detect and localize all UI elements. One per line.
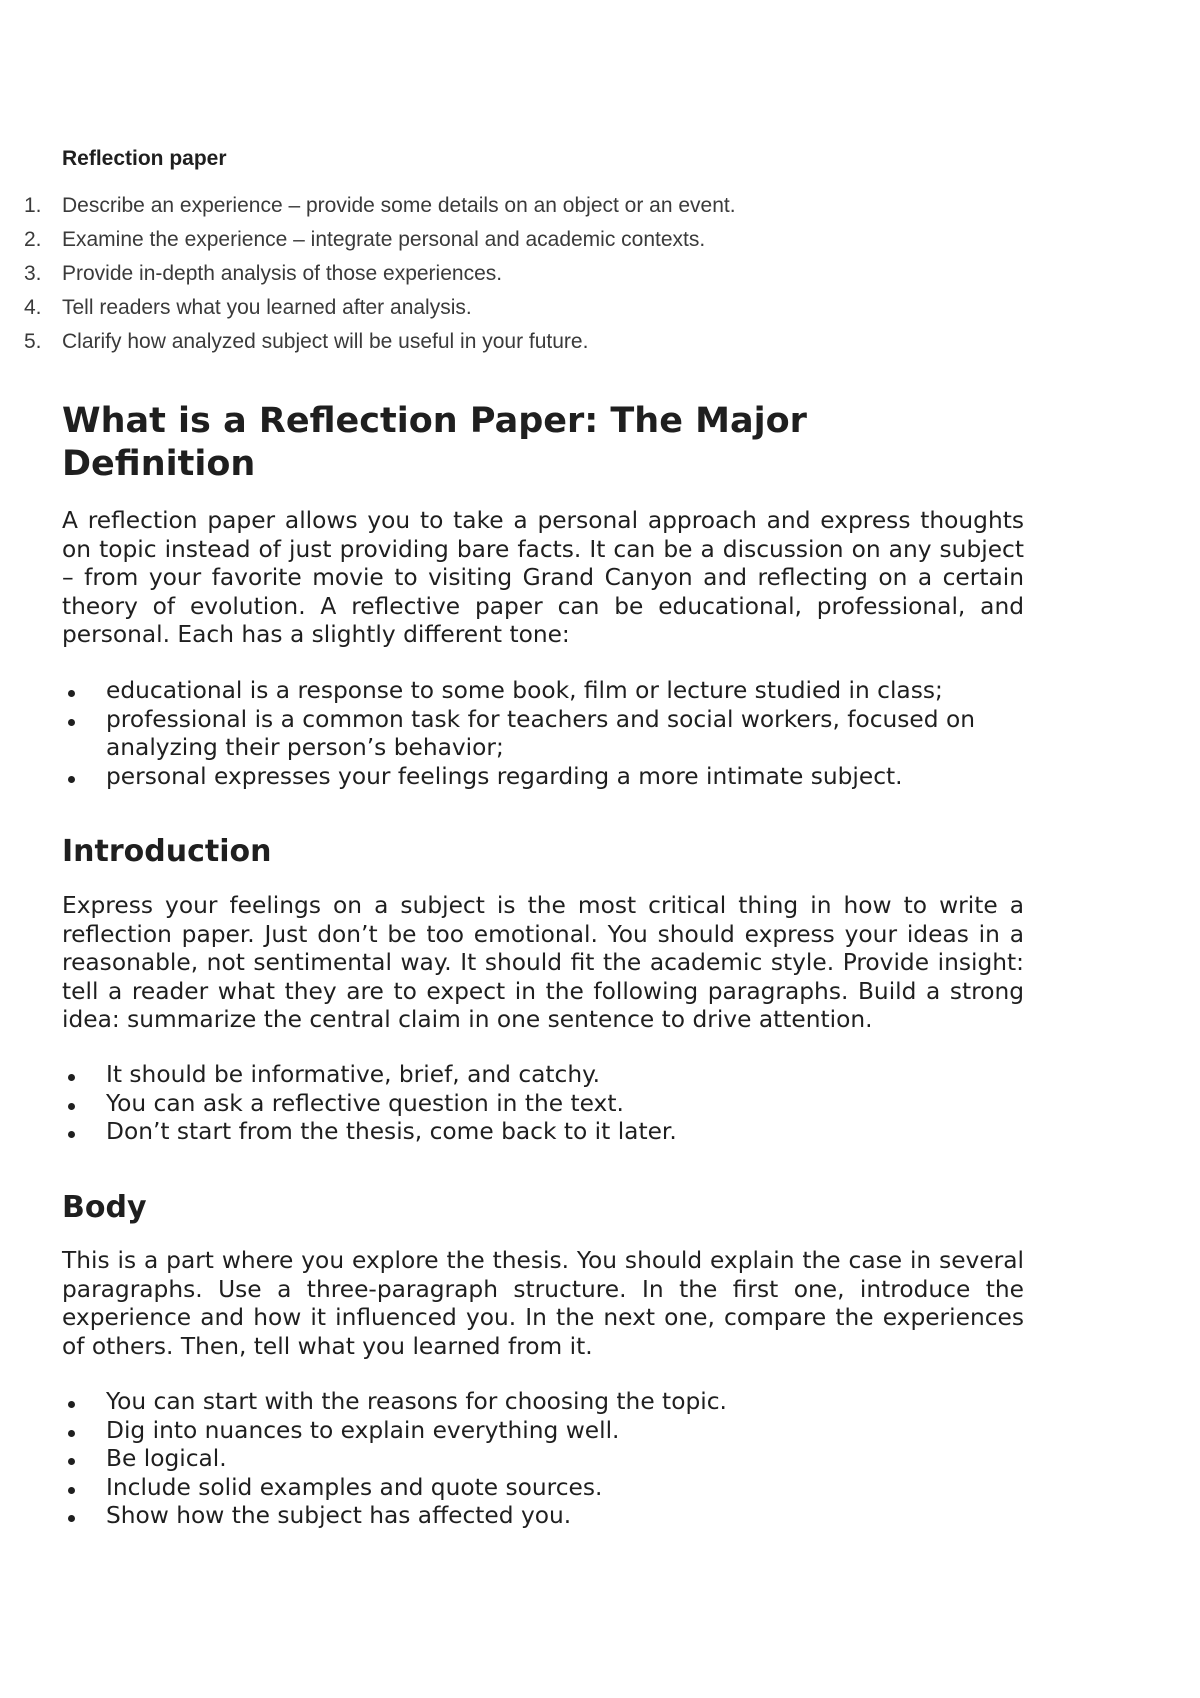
bullet-icon [68, 1074, 75, 1081]
bullet-icon [68, 1401, 75, 1408]
list-item [62, 1388, 1024, 1417]
list-number: 2. [24, 228, 42, 251]
bullet-icon [68, 1515, 75, 1522]
list-item-text: Be logical. [106, 1445, 227, 1472]
body-bullet-list [62, 1388, 1024, 1531]
list-item-text: Dig into nuances to explain everything well. [106, 1416, 620, 1444]
list-number: 1. [24, 194, 42, 217]
list-item-text: Show how the subject has affected you. [106, 1502, 572, 1529]
bullet-icon [68, 1487, 75, 1494]
list-item [62, 1118, 1024, 1147]
definition-bullet-list [62, 677, 1024, 791]
list-item-text: Provide in-depth analysis of those experiences. [62, 262, 503, 285]
intro-title: Reflection paper [62, 147, 227, 170]
list-item [62, 706, 1024, 763]
list-item [0, 291, 736, 325]
list-item [62, 677, 1024, 706]
list-item-text: educational is a response to some book, film or lecture studied in class; [106, 677, 943, 704]
list-item-text: It should be informative, brief, and catchy. [106, 1061, 600, 1088]
list-item-text: You can start with the reasons for choosing the topic. [106, 1388, 727, 1415]
bullet-icon [68, 690, 75, 697]
bullet-icon [68, 1430, 75, 1437]
list-number: 5. [24, 330, 42, 353]
list-item-text: Describe an experience – provide some details on an object or an event. [62, 194, 736, 217]
list-item [0, 257, 736, 291]
list-item-text: Don’t start from the thesis, come back to it later. [106, 1118, 677, 1145]
bullet-icon [68, 1103, 75, 1110]
bullet-icon [68, 1458, 75, 1465]
list-number: 3. [24, 262, 42, 285]
definition-paragraph: A reflection paper allows you to take a personal approach and express thoughts on topic instead of just providing bare facts. It can be a discussion on any subject – from your favorite movie to visiting Grand Canyon and reflecting on a certain theory of evolution. A reflective paper can be educational, professional, and personal. Each has a slightly different tone: [62, 507, 1024, 648]
list-item [62, 1502, 1024, 1531]
body-paragraph: This is a part where you explore the thesis. You should explain the case in several paragraphs. Use a three-paragraph structure. In the first one, introduce the experience and how it influenced you. In the next one, compare the experiences of others. Then, tell what you learned from it. [62, 1247, 1024, 1360]
list-item [62, 1417, 1024, 1446]
list-item [62, 1474, 1024, 1503]
list-item-text: Clarify how analyzed subject will be useful in your future. [62, 330, 589, 353]
list-item [0, 223, 736, 257]
list-item [62, 1445, 1024, 1474]
list-item-text: personal expresses your feelings regarding a more intimate subject. [106, 762, 903, 790]
body-heading: Body [62, 1190, 147, 1225]
list-item-text: Tell readers what you learned after analysis. [62, 296, 472, 319]
list-item [0, 189, 736, 223]
list-item-text: Include solid examples and quote sources. [106, 1473, 603, 1501]
bullet-icon [68, 776, 75, 783]
introduction-bullet-list [62, 1061, 1024, 1147]
introduction-paragraph: Express your feelings on a subject is the most critical thing in how to write a reflection paper. Just don’t be too emotional. You should express your ideas in a reasonable, not sentimental way. It should fit the academic style. Provide insight: tell a reader what they are to expect in the following paragraphs. Build a strong idea: summarize the central claim in one sentence to drive attention. [62, 892, 1024, 1033]
steps-list [0, 189, 736, 359]
list-item-text: Examine the experience – integrate personal and academic contexts. [62, 228, 706, 251]
list-number: 4. [24, 296, 42, 319]
list-item [62, 1090, 1024, 1119]
list-item [62, 1061, 1024, 1090]
list-item-text: professional is a common task for teachers and social workers, focused on analyzing their person’s behavior; [106, 705, 975, 761]
list-item [62, 763, 1024, 792]
list-item-text: You can ask a reflective question in the text. [106, 1089, 624, 1117]
introduction-heading: Introduction [62, 834, 272, 869]
bullet-icon [68, 1131, 75, 1138]
bullet-icon [68, 719, 75, 726]
definition-heading: What is a Reflection Paper: The Major Definition [62, 401, 807, 484]
list-item [0, 325, 736, 359]
